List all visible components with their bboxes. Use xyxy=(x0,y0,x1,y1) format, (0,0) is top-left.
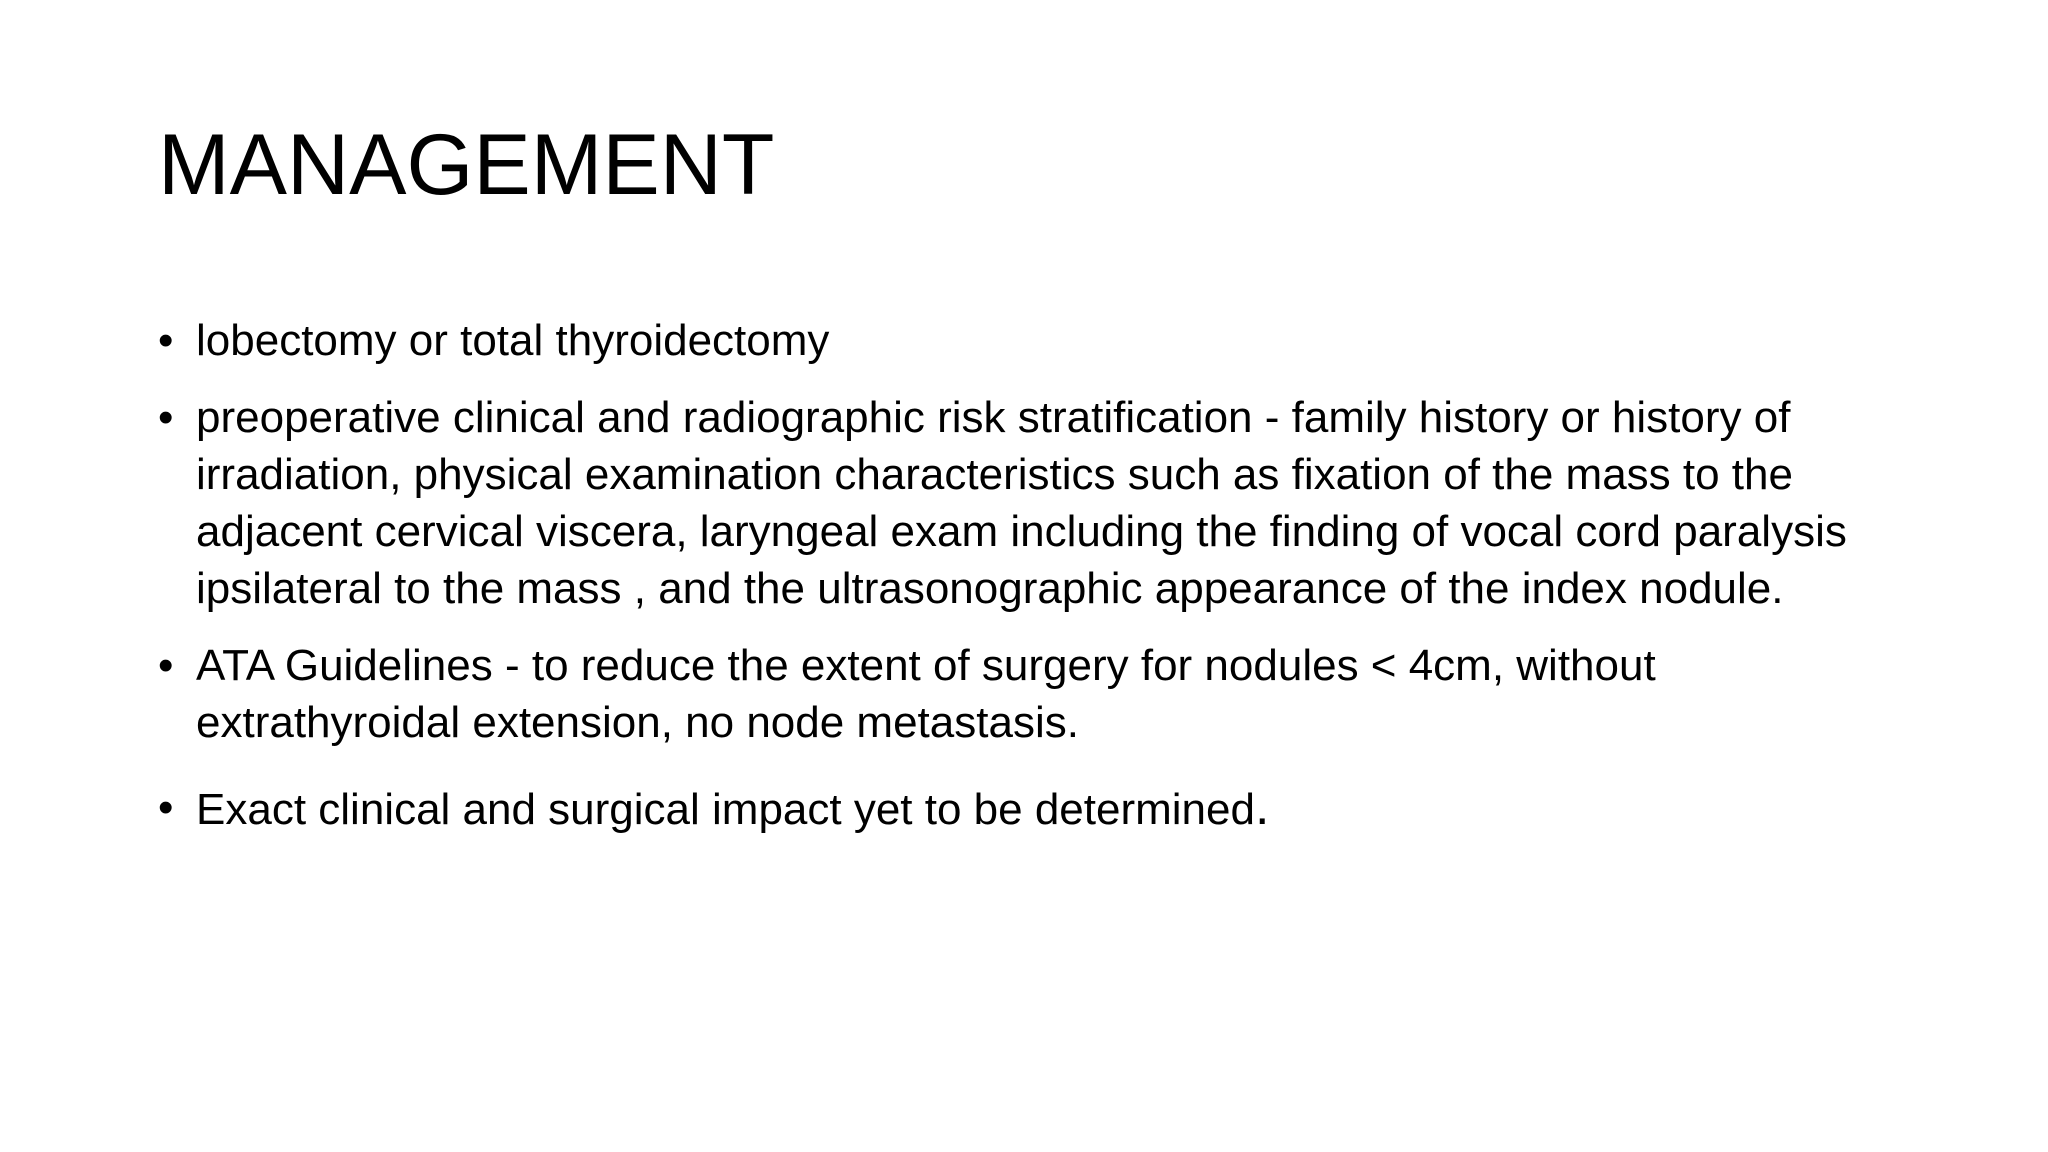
bullet-list xyxy=(158,312,1898,838)
bullet-text: lobectomy or total thyroidectomy xyxy=(196,316,830,365)
bullet-item xyxy=(158,637,1898,751)
bullet-marker: • xyxy=(158,641,174,690)
bullet-item xyxy=(158,779,1898,838)
bullet-marker: • xyxy=(158,393,174,442)
bullet-text: preoperative clinical and radiographic risk stratification - family history or history of irradiation, physical examination characteristics such as fixation of the mass to the adjacent cervical viscera, laryngeal exam including the finding of vocal cord paralysis ipsilateral to the mass , and the ultrasonographic appearance of the index nodule. xyxy=(196,393,1847,613)
bullet-text: Exact clinical and surgical impact yet to be determined xyxy=(196,785,1255,834)
slide-title: MANAGEMENT xyxy=(158,117,775,213)
bullet-text: ATA Guidelines - to reduce the extent of surgery for nodules < 4cm, without extrathyroidal extension, no node metastasis. xyxy=(196,641,1656,747)
bullet-item xyxy=(158,312,1898,369)
bullet-trailing-period: . xyxy=(1254,778,1270,836)
bullet-marker: • xyxy=(158,783,174,832)
bullet-marker: • xyxy=(158,316,174,365)
bullet-item xyxy=(158,389,1898,617)
